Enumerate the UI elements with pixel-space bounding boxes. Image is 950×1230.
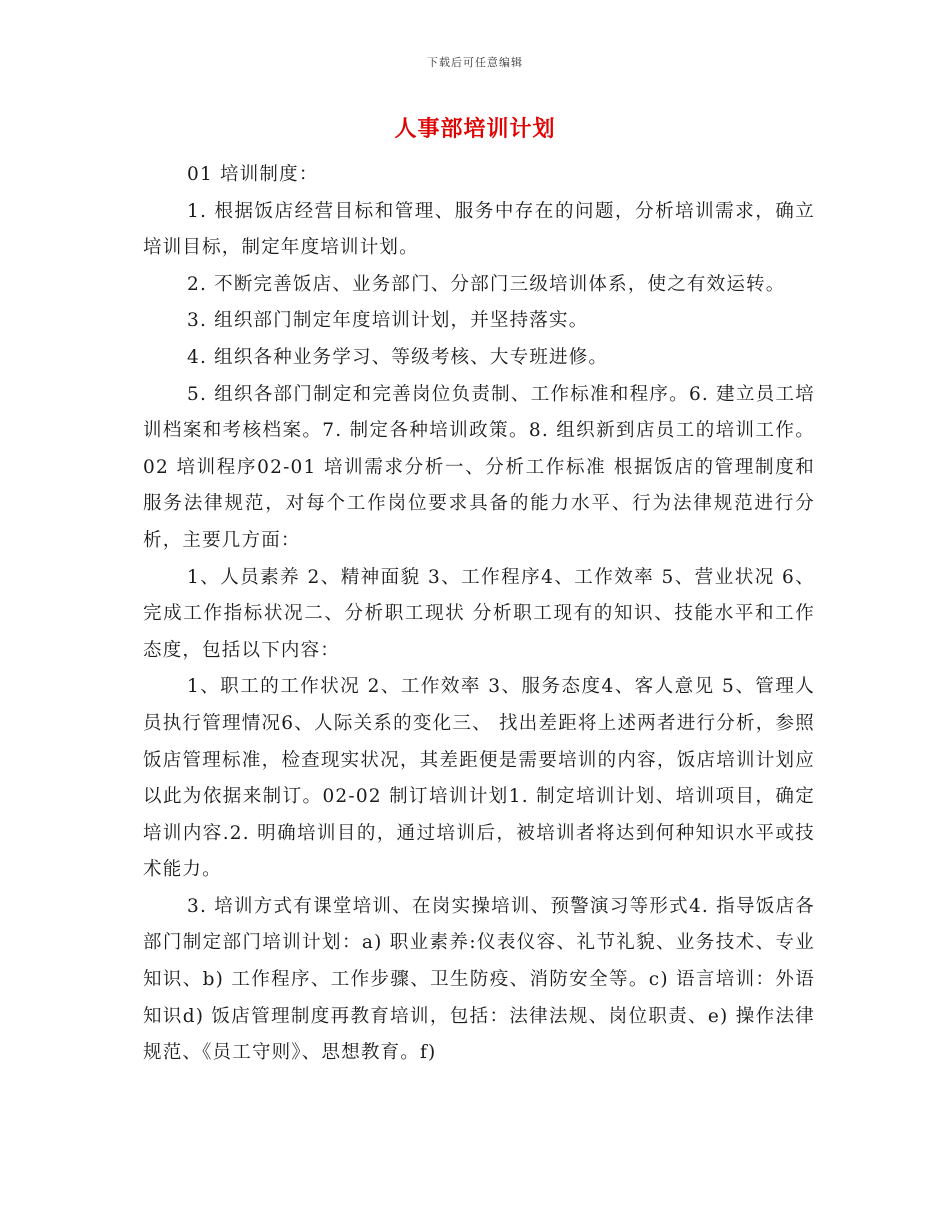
paragraph-item-1: 1. 根据饭店经营目标和管理、服务中存在的问题，分析培训需求，确立培训目标，制定年度培训计划。 (143, 200, 815, 259)
paragraph-item-5-procedure: 5. 组织各部门制定和完善岗位负责制、工作标准和程序。6. 建立员工培训档案和考核档案。7. 制定各种培训政策。8. 组织新到店员工的培训工作。02 培训程序02-01 培训需求分析一、分析工作标准 根据饭店的管理制度和服务法律规范，对每个工作岗位要求具备的能力水平、行为法律规范进行分析，主要几方面： (143, 383, 815, 551)
paragraph-item-3: 3. 组织部门制定年度培训计划，并坚持落实。 (187, 310, 589, 332)
paragraph-staff-status: 1、职工的工作状况 2、工作效率 3、服务态度4、客人意见 5、管理人员执行管理情况6、人际关系的变化三、 找出差距将上述两者进行分析，参照饭店管理标准，检查现实状况，其差距便是需要培训的内容，饭店培训计划应以此为依据来制订。02-02 制订培训计划1. 制定培训计划、培训项目，确定培训内容.2. 明确培训目的，通过培训后，被培训者将达到何种知识水平或技术能力。 (143, 676, 815, 881)
header-note: 下载后可任意编辑 (427, 56, 523, 69)
paragraph-analysis-aspects: 1、人员素养 2、精神面貌 3、工作程序4、工作效率 5、营业状况 6、完成工作指标状况二、分析职工现状 分析职工现有的知识、技能水平和工作态度，包括以下内容： (143, 566, 815, 661)
document-body (143, 157, 815, 1072)
paragraph-item-4: 4. 组织各种业务学习、等级考核、大专班进修。 (187, 346, 609, 368)
paragraph-item-2: 2. 不断完善饭店、业务部门、分部门三级培训体系，使之有效运转。 (187, 273, 786, 295)
document-title: 人事部培训计划 (394, 116, 556, 142)
paragraph-training-system: 01 培训制度： (187, 164, 319, 185)
paragraph-training-methods: 3. 培训方式有课堂培训、在岗实操培训、预警演习等形式4. 指导饭店各部门制定部门培训计划：a) 职业素养:仪表仪容、礼节礼貌、业务技术、专业知识、b) 工作程序、工作步骤、卫生防疫、消防安全等。c) 语言培训：外语知识d) 饭店管理制度再教育培训，包括：法律法规、岗位职责、e) 操作法律规范、《员工守则》、思想教育。f) (143, 895, 815, 1064)
